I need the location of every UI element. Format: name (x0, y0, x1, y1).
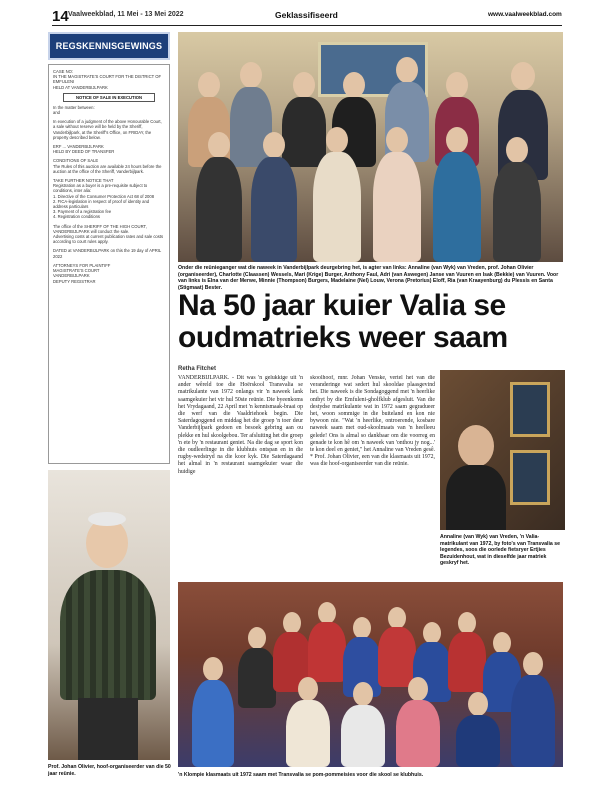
memorabilia-photo-caption: Annaline (van Wyk) van Vreden, 'n Valia-matrikulant van 1972, by foto's van Transvalia se legendes, soos die oorlede fietsryer Ertjies Bezuidenhout, wat in dieselfde jaar matriek geskryf het. (440, 534, 561, 567)
legal-line: DEPUTY REGISTRAR (53, 278, 96, 284)
legal-box-label: NOTICE OF SALE IN EXECUTION (63, 93, 155, 102)
portrait-photo-caption: Prof. Johan Olivier, hoof-organiseerder van die 50 jaar reünie. (48, 764, 171, 777)
legal-line: DATED at VANDERBIJLPARK on this the 19 day of APRIL 2022 (53, 248, 162, 259)
memorabilia-photo (440, 370, 565, 530)
legal-line: The Rules of this auction are available 24 hours before the auction at the office of the Sheriff, Vanderbijlpark. (53, 163, 162, 174)
legal-line: In the matter between: (53, 104, 95, 110)
legal-line: 3. Payment of a registration fee (53, 209, 112, 215)
legal-line: and (53, 110, 60, 116)
legal-line: 1. Directive of the Consumer Protection Act 68 of 2008 (53, 193, 155, 199)
classmates-photo-caption: 'n Klompie klasmaats uit 1972 saam met Transvalia se pom-pommeisies voor die skool se klubhuis. (178, 772, 424, 778)
legal-notice (48, 64, 170, 464)
legal-line: CASE NO: (53, 69, 74, 74)
legal-line: HELD AT VANDERBIJLPARK (53, 84, 108, 90)
legal-line: Advertising costs at current publication rates and sale costs according to court rules apply. (53, 234, 164, 245)
legal-line: ERF ... VANDERBIJLPARK (53, 144, 104, 150)
legal-notices-heading: REGSKENNISGEWINGS (48, 32, 170, 60)
legal-line: The office of the SHERIFF OF THE HIGH COURT, VANDERBIJLPARK will conduct the sale. (53, 223, 147, 234)
publication-date: Vaalweekblad, 11 Mei - 13 Mei 2022 (68, 11, 184, 18)
section-title: Geklassifiseerd (275, 10, 338, 20)
legal-line: HELD BY DEED OF TRANSFER (53, 149, 115, 155)
legal-line: 4. Registration conditions (53, 214, 101, 220)
legal-line: CONDITIONS OF SALE (53, 158, 99, 164)
legal-line: VANDERBIJLPARK (53, 273, 90, 279)
legal-line: IN THE MAGISTRATE'S COURT FOR THE DISTRICT OF EMFULENI (53, 74, 162, 85)
group-photo-caption: Onder die reünieganger wat die naweek in Vanderbijlpark deurgebring het, is agter van links: Annaline (van Wyk) van Vreden, prof. Johan Olivier (organiseerder), Charlotte (Claassen) Wessels, Mari (Krige) Burger, Anthony Faul, Adri (van Aswegen) Janse van Vuuren en Isak (Bekkie) van Vuuren. Voor van links is Elna van der Merwe, Minnie (Thompson) Burgers, Madelaine (Nel) Louw, Verona (Pretorius) Eloff, Ria (van Kraayenburg) du Plessis en Santa (Stigmaat) Bester. (178, 265, 559, 291)
group-photo (178, 32, 563, 262)
legal-line: TAKE FURTHER NOTICE THAT (53, 178, 114, 184)
website-url[interactable]: www.vaalweekblad.com (488, 11, 562, 18)
legal-line: Registration as a buyer is a pre-requisite subject to conditions, inter alia: (53, 183, 148, 194)
page-number: 14 (52, 8, 69, 25)
legal-line: 2. FICA-legislation in respect of proof of identity and address particulars (53, 198, 150, 210)
portrait-photo (48, 470, 170, 760)
article-column-1: VANDERBIJLPARK. - Dit was 'n gelukkige uit 'n ander wêreld toe die Hoërskool Transvalia se matrikulante van 1972 onlangs vir 'n naweek lank saamgekuier het vir hul 50ste reünie. Die byeenkoms het Vrydagaand, 22 April met 'n kennismaak-braai op die werf van die Vaaldriehoek begin. Die Saterdagoggend en middag het die groep 'n toer deur Vanderbijlpark gedoen en besoek gebring aan ou plekke en hul skoolgebou. Ter afsluiting het die groep 'n ete by 'n restaurant geniet. Na die dag se sport kon die oudleerlinge in die klubhuis ontspan en in die rugby-wedstryd na die koor kyk. Die Saterdagaand het almal in 'n restaurant saamgekuier waar die huidige (178, 375, 303, 475)
legal-line: In execution of a judgment of the above Honourable Court, a sale without reserve will be held by the Sheriff, Vanderbijlpark, at the Sheriff's Office, on FRIDAY, the property described below. (53, 119, 162, 140)
article-column-2: skoolhoof, mnr. Johan Venske, vertel het van die veranderinge wat sedert hul skooldae plaasgevind het. Die naweek is die Sondagoggend met 'n heerlike ontbyt by die Emfuleni-gholfklub afgesluit. Van die destydse matrikulante wat in 1972 saam gegradueer het, woon sommige in die buiteland en kon nie bywoon nie. "Wat 'n heerlike, ontroerende, kosbare naweek saam met oud-skoolmaats van 'n heelleeu gelede! Ons is almal so dankbaar om die voorreg en genade te kon hê om 'n naweek van 'onthou jy nog...' te kon deel en geniet," het Annaline van Vreden gesê. * Prof. Johan Olivier, een van die klasmaats uit 1972, was die hoof-organiseerder van die reünie. (310, 375, 435, 468)
article-byline: Retha Fitchet (178, 366, 217, 372)
article-headline: Na 50 jaar kuier Valia se oudmatrieks weer saam (178, 289, 508, 354)
legal-line: ATTORNEYS FOR PLAINTIFF (53, 262, 111, 268)
classmates-photo (178, 582, 563, 767)
legal-line: MAGISTRATE'S COURT (53, 268, 100, 274)
